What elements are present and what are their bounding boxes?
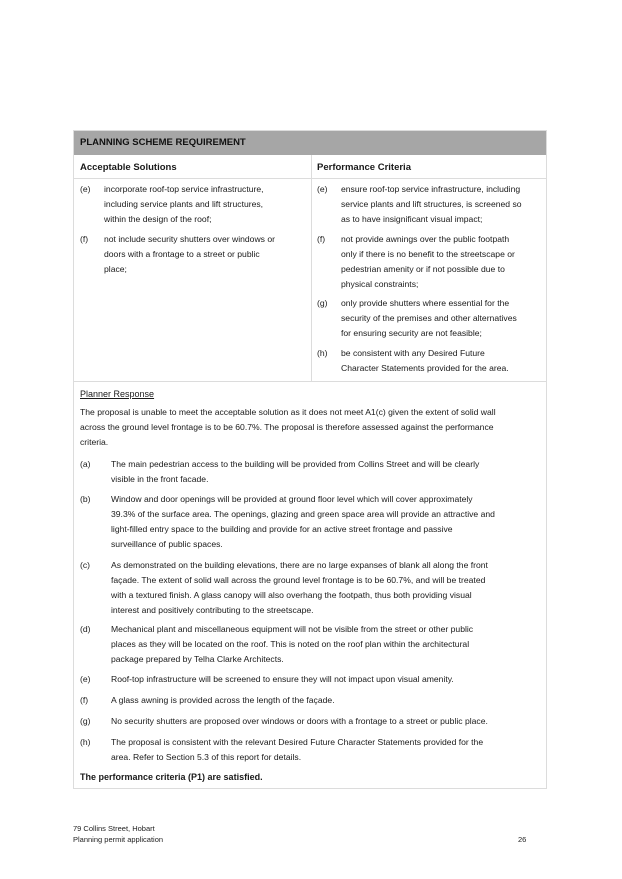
item-line: service plants and lift structures, is screened so <box>341 199 522 209</box>
item-label: (b) <box>80 494 91 504</box>
item-line: security of the premises and other alternatives <box>341 313 517 323</box>
intro-line: criteria. <box>80 437 109 447</box>
item-line: package prepared by Telha Clarke Architects. <box>111 654 284 664</box>
item-label: (f) <box>80 234 89 244</box>
item-line: interest and positively contributing to the streetscape. <box>111 605 314 615</box>
footer-address: 79 Collins Street, Hobart <box>73 824 155 833</box>
item-label: (c) <box>80 560 91 570</box>
item-line: visible in the front facade. <box>111 474 209 484</box>
item-line: Roof-top infrastructure will be screened to ensure they will not impact upon visual amenity. <box>111 674 454 684</box>
item-label: (e) <box>80 184 91 194</box>
item-line: pedestrian amenity or if not possible due to <box>341 264 505 274</box>
item-line: 39.3% of the surface area. The openings, glazing and green space area will provide an attractive and <box>111 509 495 519</box>
item-label: (h) <box>80 737 91 747</box>
column-divider <box>311 155 312 381</box>
item-line: The proposal is consistent with the relevant Desired Future Character Statements provided for the <box>111 737 484 747</box>
item-line: be consistent with any Desired Future <box>341 348 485 358</box>
item-label: (g) <box>317 298 328 308</box>
page-number: 26 <box>518 835 527 844</box>
item-line: with a textured finish. A glass canopy will also overhang the footpath, thus both providing visual <box>111 590 472 600</box>
item-line: doors with a frontage to a street or public <box>104 249 260 259</box>
item-line: as to have insignificant visual impact; <box>341 214 483 224</box>
item-label: (h) <box>317 348 328 358</box>
item-line: physical constraints; <box>341 279 419 289</box>
intro-line: The proposal is unable to meet the acceptable solution as it does not meet A1(c) given the extent of solid wall <box>80 407 496 417</box>
item-line: incorporate roof-top service infrastructure, <box>104 184 264 194</box>
planning-requirement-table <box>73 130 547 789</box>
item-line: ensure roof-top service infrastructure, including <box>341 184 521 194</box>
response-conclusion: The performance criteria (P1) are satisfied. <box>80 772 263 782</box>
item-line: area. Refer to Section 5.3 of this report for details. <box>111 752 302 762</box>
item-line: Window and door openings will be provided at ground floor level which will cover approximately <box>111 494 473 504</box>
item-line: only if there is no benefit to the streetscape or <box>341 249 515 259</box>
response-intro <box>80 405 540 450</box>
item-label: (e) <box>317 184 328 194</box>
item-line: within the design of the roof; <box>104 214 212 224</box>
item-line: A glass awning is provided across the length of the façade. <box>111 695 335 705</box>
item-line: Mechanical plant and miscellaneous equipment will not be visible from the street or other public <box>111 624 474 634</box>
item-line: not provide awnings over the public footpath <box>341 234 510 244</box>
footer-document: Planning permit application <box>73 835 164 844</box>
item-line: light-filled entry space to the building and provide for an active street frontage and passive <box>111 524 453 534</box>
item-label: (d) <box>80 624 91 634</box>
item-label: (g) <box>80 716 91 726</box>
item-label: (e) <box>80 674 91 684</box>
item-line: As demonstrated on the building elevations, there are no large expanses of blank all along the front <box>111 560 488 570</box>
item-line: No security shutters are proposed over windows or doors with a frontage to a street or public place. <box>111 716 488 726</box>
performance-criteria-heading: Performance Criteria <box>317 162 411 173</box>
item-line: for ensuring security are not feasible; <box>341 328 482 338</box>
item-label: (a) <box>80 459 91 469</box>
item-line: surveillance of public spaces. <box>111 539 223 549</box>
response-divider <box>74 381 546 382</box>
item-line: places as they will be located on the roof. This is noted on the roof plan within the architectural <box>111 639 470 649</box>
planner-response-title: Planner Response <box>80 389 155 399</box>
item-line: including service plants and lift structures, <box>104 199 264 209</box>
table-header: PLANNING SCHEME REQUIREMENT <box>74 131 546 155</box>
item-line: The main pedestrian access to the building will be provided from Collins Street and will be clearly <box>111 459 480 469</box>
item-label: (f) <box>317 234 326 244</box>
item-line: place; <box>104 264 127 274</box>
item-line: Character Statements provided for the area. <box>341 363 509 373</box>
item-line: only provide shutters where essential for the <box>341 298 510 308</box>
column-heading-divider <box>74 178 546 179</box>
item-line: not include security shutters over windows or <box>104 234 275 244</box>
acceptable-solutions-heading: Acceptable Solutions <box>80 162 177 173</box>
intro-line: across the ground level frontage is to be 60.7%. The proposal is therefore assessed against the performance <box>80 422 494 432</box>
item-line: façade. The extent of solid wall across the ground level frontage is to be 60.7%, and will be treated <box>111 575 486 585</box>
item-label: (f) <box>80 695 89 705</box>
